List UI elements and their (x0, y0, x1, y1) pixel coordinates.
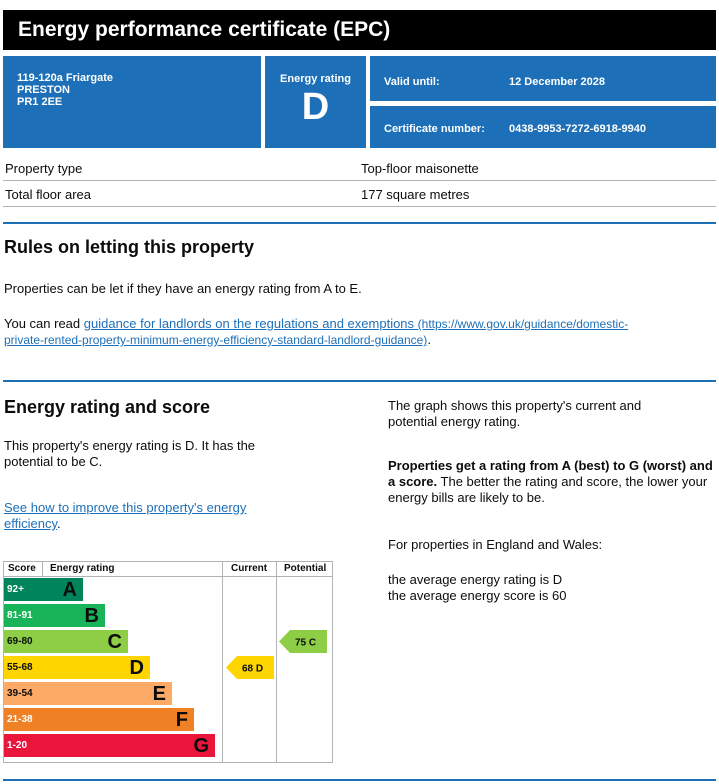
band-bar-f: F (42, 708, 194, 731)
section-divider (3, 222, 716, 224)
band-bar-e: E (42, 682, 172, 705)
band-bar-g: G (42, 734, 215, 757)
band-score-f: 21-38 (4, 708, 42, 731)
certificate-number-block (370, 106, 716, 148)
column-divider (42, 562, 43, 576)
address-line-3: PR1 2EE (17, 96, 63, 108)
potential-rating-label: 75 C (295, 637, 317, 649)
potential-column-header: Potential (284, 563, 327, 574)
section-divider (3, 779, 716, 781)
band-bar-a: A (42, 578, 83, 601)
band-score-g: 1-20 (4, 734, 42, 757)
improve-suffix: . (57, 516, 61, 531)
graph-explanation: The graph shows this property's current and potential energy rating. (388, 398, 642, 429)
valid-until-label: Valid until: (384, 76, 440, 88)
address-line-2: PRESTON (17, 84, 70, 96)
landlord-guidance-url-2[interactable]: private-rented-property-minimum-energy-efficiency-standard-landlord-guidance) (4, 333, 428, 347)
score-column-header: Score (8, 563, 36, 574)
letting-para-1: Properties can be let if they have an energy rating from A to E. (4, 281, 362, 296)
band-bar-c: C (42, 630, 128, 653)
certificate-number-value: 0438-9953-7272-6918-9940 (509, 123, 647, 135)
letting-heading: Rules on letting this property (4, 237, 255, 257)
england-wales-text: For properties in England and Wales: (388, 537, 603, 552)
property-type-label: Property type (5, 161, 83, 176)
band-score-a: 92+ (4, 578, 42, 601)
rating-column-header: Energy rating (50, 563, 115, 574)
score-heading: Energy rating and score (4, 397, 211, 417)
energy-rating-value: D (301, 86, 330, 128)
property-type-value: Top-floor maisonette (361, 161, 479, 176)
certificate-number-label: Certificate number: (384, 123, 485, 135)
floor-area-row (3, 181, 716, 207)
valid-until-value: 12 December 2028 (509, 76, 606, 88)
average-score-text: the average energy score is 60 (388, 588, 567, 603)
band-score-c: 69-80 (4, 630, 42, 653)
column-divider (222, 562, 223, 762)
property-type-row (3, 155, 716, 181)
floor-area-value: 177 square metres (361, 187, 470, 202)
address-line-1: 119-120a Friargate (17, 72, 114, 84)
improve-efficiency-link[interactable]: See how to improve this property's energy efficiency (4, 500, 247, 531)
letting-para-2-prefix: You can read (4, 316, 84, 331)
floor-area-label: Total floor area (5, 187, 91, 202)
band-bar-b: B (42, 604, 105, 627)
average-rating-text: the average energy rating is D (388, 572, 563, 587)
rating-explanation (388, 458, 716, 506)
section-divider (3, 380, 716, 382)
address-block (3, 56, 261, 148)
energy-rating-label: Energy rating (280, 73, 351, 85)
band-score-d: 55-68 (4, 656, 42, 679)
landlord-guidance-link-text[interactable]: guidance for landlords on the regulations and exemptions (83, 316, 415, 331)
letting-para-2 (4, 316, 704, 348)
rating-explanation-rest: The better the rating and score, the lower your energy bills are likely to be. (388, 474, 708, 505)
page-title: Energy performance certificate (EPC) (3, 10, 716, 50)
rating-explanation-bold: Properties get a rating from A (best) to G (worst) and a score. (388, 458, 713, 489)
band-score-b: 81-91 (4, 604, 42, 627)
landlord-guidance-link[interactable] (4, 316, 628, 347)
current-column-header: Current (231, 563, 268, 574)
current-rating-label: 68 D (242, 663, 264, 675)
valid-until-block (370, 56, 716, 101)
score-para-1: This property's energy rating is D. It has the potential to be C. (4, 438, 256, 469)
energy-rating-box (265, 56, 366, 148)
improve-para (4, 500, 294, 532)
header-divider (4, 576, 332, 577)
letting-para-2-suffix: . (427, 332, 431, 347)
band-score-e: 39-54 (4, 682, 42, 705)
column-divider (276, 562, 277, 762)
energy-rating-chart (3, 561, 333, 763)
current-rating-arrow (226, 656, 274, 679)
band-bar-d: D (42, 656, 150, 679)
landlord-guidance-url-1[interactable]: (https://www.gov.uk/guidance/domestic- (417, 317, 629, 331)
potential-rating-arrow (279, 630, 327, 653)
